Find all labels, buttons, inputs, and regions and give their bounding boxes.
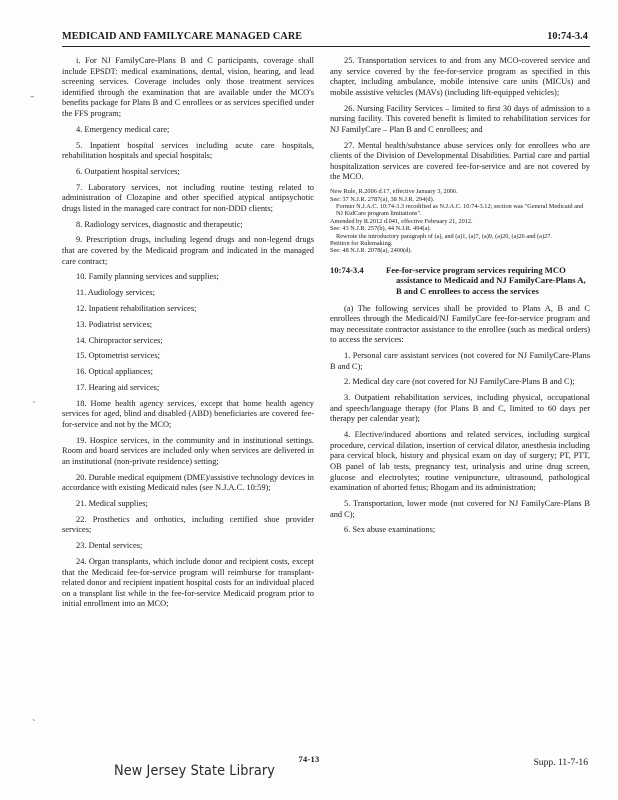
- margin-mark: ˎ: [32, 394, 37, 404]
- history-note: See: 48 N.J.R. 2078(a), 2400(d).: [330, 247, 413, 255]
- left-column: [62, 56, 314, 615]
- paragraph: 22. Prosthetics and orthotics, including certified shoe provider services;: [62, 514, 314, 535]
- margin-mark: –: [30, 92, 35, 102]
- paragraph: 24. Organ transplants, which include donor and recipient costs, except that the Medicaid fee-for-service program will reimburse for transplant-related donor and recipient inpatient hospital costs for an individual placed on a transplant list while in the fee-for-service Medicaid program prior to initial enrollment into an MCO;: [62, 556, 314, 609]
- paragraph: 6. Outpatient hospital services;: [76, 166, 180, 176]
- header-rule: [62, 46, 590, 47]
- section-number: 10:74-3.4: [330, 264, 364, 275]
- paragraph: 15. Optometrist services;: [76, 351, 160, 361]
- paragraph: 6. Sex abuse examinations;: [344, 525, 436, 535]
- paragraph: 11. Audiology services;: [76, 288, 156, 298]
- paragraph: 18. Home health agency services, except that home health agency services for aged, blind and disabled (ABD) beneficiaries are covered fee-for-service and not by the MCO;: [62, 398, 314, 429]
- paragraph: 16. Optical appliances;: [76, 367, 153, 377]
- paragraph: 12. Inpatient rehabilitation services;: [76, 303, 197, 313]
- paragraph: 26. Nursing Facility Services – limited to first 30 days of admission to a nursing facility. This covered benefit is limited to rehabilitation services for NJ FamilyCare – Plan B and C enrollees; and: [330, 103, 590, 134]
- paragraph: 8. Radiology services, diagnostic and therapeutic;: [76, 219, 243, 229]
- history-note: New Rule, R.2006 d.17, effective January 3, 2006.: [330, 188, 458, 196]
- paragraph: 2. Medical day care (not covered for NJ FamilyCare-Plans B and C);: [344, 377, 575, 387]
- paragraph: 20. Durable medical equipment (DME)/assistive technology devices in accordance with existing Medicaid rules (see N.J.A.C. 10:59);: [62, 472, 314, 493]
- paragraph: 27. Mental health/substance abuse services only for enrollees who are clients of the Division of Developmental Disabilities. Partial care and partial hospitalization services are covered fee-for-service and are not covered by the MCO.: [330, 140, 590, 182]
- history-note: See: 37 N.J.R. 2787(a), 38 N.J.R. 294(d).: [330, 195, 435, 203]
- section-title: Fee-for-service program services requiring MCO assistance to Medicaid and NJ FamilyCare-Plans A, B and C enrollees to access the services: [386, 264, 586, 296]
- page-number: 74-13: [298, 755, 320, 764]
- header-title: MEDICAID AND FAMILYCARE MANAGED CARE: [62, 31, 303, 42]
- history-note: Amended by R.2012 d.041, effective February 21, 2012.: [330, 217, 473, 225]
- paragraph: 5. Transportation, lower mode (not covered for NJ FamilyCare-Plans B and C);: [330, 498, 590, 519]
- paragraph: 13. Podiatrist services;: [76, 319, 153, 329]
- history-note: See: 43 N.J.R. 257(b), 44 N.J.R. 494(a).: [330, 225, 432, 233]
- paragraph: 4. Emergency medical care;: [76, 124, 170, 134]
- paragraph: (a) The following services shall be provided to Plans A, B and C enrollees through the Medicaid/NJ FamilyCare fee-for-service program and may necessitate contractor assistance to the enrollee (such as medical orders) to access the services:: [330, 303, 590, 345]
- section-heading: [330, 265, 590, 297]
- history-note: Former N.J.A.C. 10:74-3.3 recodified as N.J.A.C. 10:74-3.12; section was "General Medicaid and NJ KidCare program limitations".: [336, 202, 584, 218]
- paragraph: 21. Medical supplies;: [76, 498, 148, 508]
- history-notes: [330, 188, 590, 255]
- right-column: [330, 56, 590, 541]
- history-note: Petition for Rulemaking.: [330, 239, 393, 247]
- paragraph: 5. Inpatient hospital services including acute care hospitals, rehabilitation hospitals and special hospitals;: [62, 140, 314, 161]
- supplement-date: Supp. 11-7-16: [533, 757, 588, 768]
- paragraph: 1. Personal care assistant services (not covered for NJ FamilyCare-Plans B and C);: [330, 351, 590, 371]
- paragraph: 14. Chiropractor services;: [76, 335, 163, 345]
- paragraph: 23. Dental services;: [76, 541, 143, 551]
- library-stamp: New Jersey State Library: [114, 763, 275, 779]
- paragraph: 25. Transportation services to and from any MCO-covered service and any service covered by the fee-for-service program as specified in this chapter, including ambulance, mobile intensive care units (MICUs) and mobile assistive vehicles (MAVs) (including lift-equipped vehicles);: [330, 56, 590, 97]
- paragraph: 10. Family planning services and supplies;: [76, 272, 219, 282]
- margin-mark: ˎ: [32, 712, 37, 722]
- paragraph: i. For NJ FamilyCare-Plans B and C participants, coverage shall include EPSDT: medical examinations, dental, vision, hearing, and lead screening services. Coverage includes only those treatment services identified through the examination that are available under the MCO's benefits package for Plans B and C enrollees or as services specified under the FFS program;: [62, 56, 314, 118]
- paragraph: 3. Outpatient rehabilitation services, including physical, occupational and speech/language therapy (for Plans B and C, limited to 60 days per therapy per calendar year);: [330, 393, 590, 424]
- header-section-ref: 10:74-3.4: [547, 31, 588, 42]
- paragraph: 19. Hospice services, in the community and in institutional settings. Room and board services are included only when services are delivered in an institutional (non-private residence) setting;: [62, 435, 314, 466]
- running-header: [62, 31, 588, 42]
- history-note: Rewrote the introductory paragraph of (a), and (a)1, (a)7, (a)9, (a)20, (a)26 and (a)27.: [336, 232, 552, 240]
- paragraph: 4. Elective/induced abortions and related services, including surgical procedure, cervical dilation, insertion of cervical dilator, anesthesia including para cervical block, history and physical exam on day of surgery; PT, PTT, OB panel of lab tests, pregnancy test, urinalysis and urine drug screen, glucose and electrolytes; routine venipuncture, ultrasound, pathological examination of aborted fetus; Rhogam and its administration;: [330, 430, 590, 493]
- paragraph: 7. Laboratory services, not including routine testing related to administration of Clozapine and other specified atypical antipsychotic drugs listed in the managed care contract for non-DDD clients;: [62, 182, 314, 213]
- paragraph: 17. Hearing aid services;: [76, 382, 160, 392]
- paragraph: 9. Prescription drugs, including legend drugs and non-legend drugs that are covered by the Medicaid program and indicated in the managed care contract;: [62, 235, 314, 266]
